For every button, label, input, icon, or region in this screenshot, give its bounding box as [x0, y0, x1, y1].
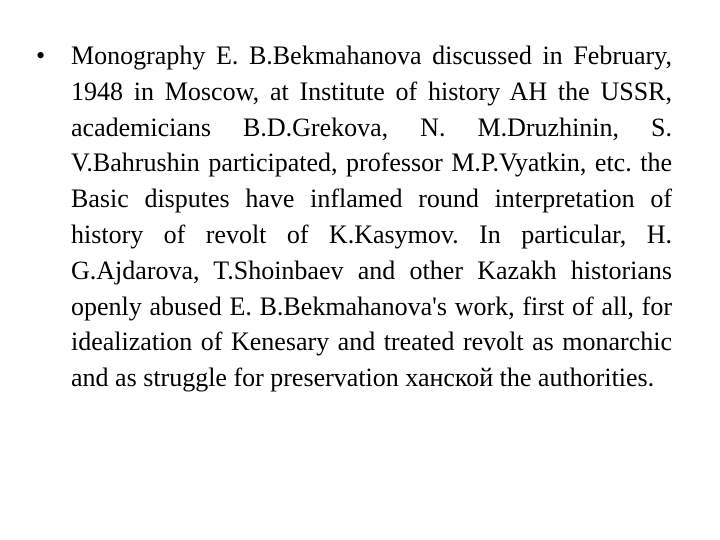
bullet-item	[36, 38, 672, 396]
bullet-text: Monography E. B.Bekmahanova discussed in February, 1948 in Moscow, at Institute of history AH the USSR, academicians B.D.Grekova, N. M.Druzhinin, S. V.Bahrushin participated, professor M.P.Vyatkin, etc. the Basic disputes have inflamed round interpretation of history of revolt of K.Kasymov. In particular, H. G.Ajdarova, T.Shoinbaev and other Kazakh historians openly abused E. B.Bekmahanova's work, first of all, for idealization of Kenesary and treated revolt as monarchic and as struggle for preservation ханской the authorities.	[71, 41, 672, 393]
bullet-marker: •	[36, 41, 46, 70]
